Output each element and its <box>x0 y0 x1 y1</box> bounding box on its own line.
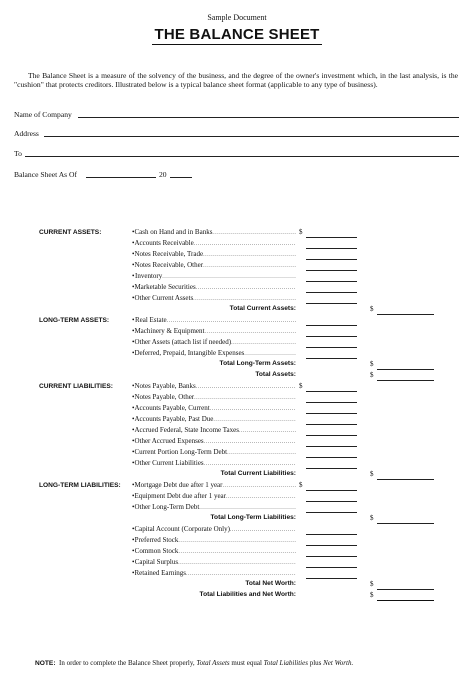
address-field[interactable] <box>44 136 459 137</box>
line-item <box>132 459 296 467</box>
line-item <box>132 404 296 412</box>
line-item <box>132 558 296 566</box>
total-label: Total Long-Term Assets: <box>219 360 296 367</box>
line-item-label: Notes Payable, Other <box>134 393 195 401</box>
bullet-icon: • <box>132 261 135 269</box>
intro-paragraph: The Balance Sheet is a measure of the solvency of the business, and the degree of the owner's investment which, in the last analysis, is the "cushion" that protects creditors. Illustrated below is a typical balance sheet format (applicable to any type of business). <box>14 71 458 90</box>
bullet-icon: • <box>132 382 135 390</box>
line-item <box>132 327 296 335</box>
section-heading: LONG-TERM LIABILITIES: <box>39 482 121 489</box>
amount-field[interactable] <box>306 325 357 326</box>
footer-note: NOTE: In order to complete the Balance Sheet properly, Total Assets must equal Total Liabilities plus Net Worth. <box>35 659 354 667</box>
currency-symbol: $ <box>299 382 303 390</box>
bullet-icon: • <box>132 536 135 544</box>
currency-symbol: $ <box>370 305 374 313</box>
leader-dots <box>223 483 297 489</box>
line-item <box>132 536 296 544</box>
line-item <box>132 426 296 434</box>
bullet-icon: • <box>132 316 135 324</box>
total-amount-field[interactable] <box>377 314 434 315</box>
amount-field[interactable] <box>306 347 357 348</box>
amount-field[interactable] <box>306 270 357 271</box>
line-item <box>132 228 296 236</box>
amount-field[interactable] <box>306 424 357 425</box>
line-item-label: Notes Receivable, Other <box>134 261 204 269</box>
leader-dots <box>194 395 296 401</box>
line-item-label: Mortgage Debt due after 1 year <box>134 481 223 489</box>
company-name-field[interactable] <box>78 117 459 118</box>
line-item-label: Marketable Securities <box>134 283 196 291</box>
sample-document-label: Sample Document <box>207 13 267 22</box>
bullet-icon: • <box>132 525 135 533</box>
line-item-label: Preferred Stock <box>134 536 179 544</box>
amount-field[interactable] <box>306 292 357 293</box>
line-item-label: Other Current Assets <box>134 294 194 302</box>
bullet-icon: • <box>132 228 135 236</box>
leader-dots <box>199 505 296 511</box>
leader-dots <box>186 571 296 577</box>
as-of-date-field[interactable] <box>86 177 156 178</box>
leader-dots <box>196 285 296 291</box>
line-item-label: Other Assets (attach list if needed) <box>134 338 232 346</box>
total-label: Total Assets: <box>255 371 296 378</box>
bullet-icon: • <box>132 393 135 401</box>
leader-dots <box>244 351 296 357</box>
leader-dots <box>178 549 296 555</box>
line-item <box>132 261 296 269</box>
leader-dots <box>203 263 296 269</box>
bullet-icon: • <box>132 404 135 412</box>
amount-field[interactable] <box>306 501 357 502</box>
leader-dots <box>204 439 296 445</box>
bullet-icon: • <box>132 492 135 500</box>
amount-field[interactable] <box>306 259 357 260</box>
currency-symbol: $ <box>370 580 374 588</box>
total-label: Total Net Worth: <box>245 580 296 587</box>
line-item <box>132 547 296 555</box>
amount-field[interactable] <box>306 248 357 249</box>
line-item <box>132 349 296 357</box>
bullet-icon: • <box>132 459 135 467</box>
year-field[interactable] <box>170 177 192 178</box>
line-item-label: Machinery & Equipment <box>134 327 205 335</box>
amount-field[interactable] <box>306 435 357 436</box>
total-amount-field[interactable] <box>377 380 434 381</box>
bullet-icon: • <box>132 448 135 456</box>
leader-dots <box>203 252 296 258</box>
amount-field[interactable] <box>306 391 357 392</box>
total-amount-field[interactable] <box>377 600 434 601</box>
as-of-label: Balance Sheet As Of <box>14 170 78 179</box>
currency-symbol: $ <box>299 228 303 236</box>
line-item <box>132 239 296 247</box>
leader-dots <box>213 417 296 423</box>
bullet-icon: • <box>132 503 135 511</box>
amount-field[interactable] <box>306 413 357 414</box>
total-amount-field[interactable] <box>377 523 434 524</box>
company-name-label: Name of Company <box>14 110 72 119</box>
line-item <box>132 250 296 258</box>
total-label: Total Current Assets: <box>229 305 296 312</box>
amount-field[interactable] <box>306 534 357 535</box>
bullet-icon: • <box>132 558 135 566</box>
line-item <box>132 503 296 511</box>
address-label: Address <box>14 129 39 138</box>
leader-dots <box>178 538 296 544</box>
leader-dots <box>194 241 296 247</box>
leader-dots <box>204 329 296 335</box>
bullet-icon: • <box>132 349 135 357</box>
line-item <box>132 283 296 291</box>
amount-field[interactable] <box>306 303 357 304</box>
line-item-label: Capital Account (Corporate Only) <box>134 525 230 533</box>
leader-dots <box>226 494 296 500</box>
line-item <box>132 382 296 390</box>
currency-symbol: $ <box>370 514 374 522</box>
leader-dots <box>178 560 296 566</box>
leader-dots <box>204 461 296 467</box>
leader-dots <box>193 296 296 302</box>
line-item-label: Accounts Payable, Past Due <box>134 415 214 423</box>
currency-symbol: $ <box>370 360 374 368</box>
line-item <box>132 448 296 456</box>
amount-field[interactable] <box>306 578 357 579</box>
bullet-icon: • <box>132 327 135 335</box>
line-item-label: Retained Earnings <box>134 569 187 577</box>
currency-symbol: $ <box>299 481 303 489</box>
line-item-label: Accounts Payable, Current <box>134 404 210 412</box>
line-item-label: Notes Payable, Banks <box>134 382 196 390</box>
total-label: Total Liabilities and Net Worth: <box>199 591 296 598</box>
bullet-icon: • <box>132 547 135 555</box>
line-item <box>132 393 296 401</box>
bullet-icon: • <box>132 250 135 258</box>
leader-dots <box>167 318 296 324</box>
line-item-label: Other Accrued Expenses <box>134 437 204 445</box>
currency-symbol: $ <box>370 591 374 599</box>
line-item-label: Notes Receivable, Trade <box>134 250 204 258</box>
bullet-icon: • <box>132 283 135 291</box>
line-item <box>132 525 296 533</box>
leader-dots <box>212 230 296 236</box>
currency-symbol: $ <box>370 371 374 379</box>
section-heading: CURRENT LIABILITIES: <box>39 383 113 390</box>
amount-field[interactable] <box>306 567 357 568</box>
bullet-icon: • <box>132 481 135 489</box>
bullet-icon: • <box>132 294 135 302</box>
line-item-label: Cash on Hand and in Banks <box>134 228 213 236</box>
leader-dots <box>227 450 296 456</box>
total-label: Total Current Liabilities: <box>220 470 296 477</box>
line-item-label: Current Portion Long-Term Debt <box>134 448 228 456</box>
amount-field[interactable] <box>306 446 357 447</box>
to-field[interactable] <box>25 156 459 157</box>
bullet-icon: • <box>132 338 135 346</box>
leader-dots <box>162 274 296 280</box>
line-item <box>132 437 296 445</box>
bullet-icon: • <box>132 437 135 445</box>
total-amount-field[interactable] <box>377 479 434 480</box>
total-amount-field[interactable] <box>377 369 434 370</box>
line-item-label: Other Current Liabilities <box>134 459 204 467</box>
bullet-icon: • <box>132 239 135 247</box>
amount-field[interactable] <box>306 512 357 513</box>
leader-dots <box>231 340 296 346</box>
leader-dots <box>239 428 296 434</box>
amount-field[interactable] <box>306 237 357 238</box>
leader-dots <box>196 384 296 390</box>
line-item <box>132 481 296 489</box>
note-label: NOTE: <box>35 660 56 667</box>
amount-field[interactable] <box>306 281 357 282</box>
amount-field[interactable] <box>306 468 357 469</box>
amount-field[interactable] <box>306 545 357 546</box>
line-item-label: Inventory <box>135 272 163 280</box>
line-item-label: Other Long-Term Debt <box>134 503 200 511</box>
amount-field[interactable] <box>306 402 357 403</box>
line-item <box>132 294 296 302</box>
line-item-label: Equipment Debt due after 1 year <box>134 492 226 500</box>
line-item <box>132 316 296 324</box>
section-heading: CURRENT ASSETS: <box>39 229 102 236</box>
bullet-icon: • <box>132 415 135 423</box>
year-prefix: 20 <box>159 170 167 179</box>
line-item <box>132 492 296 500</box>
bullet-icon: • <box>132 569 135 577</box>
section-heading: LONG-TERM ASSETS: <box>39 317 110 324</box>
line-item-label: Capital Surplus <box>134 558 179 566</box>
amount-field[interactable] <box>306 490 357 491</box>
line-item <box>132 338 296 346</box>
total-label: Total Long-Term Liabilities: <box>210 514 296 521</box>
line-item-label: Deferred, Prepaid, Intangible Expenses <box>134 349 245 357</box>
leader-dots <box>230 527 296 533</box>
line-item <box>132 569 296 577</box>
to-label: To <box>14 149 22 158</box>
leader-dots <box>210 406 296 412</box>
document-title: THE BALANCE SHEET <box>154 26 320 43</box>
line-item <box>132 272 296 280</box>
bullet-icon: • <box>132 426 135 434</box>
line-item-label: Common Stock <box>134 547 179 555</box>
currency-symbol: $ <box>370 470 374 478</box>
line-item <box>132 415 296 423</box>
amount-field[interactable] <box>306 457 357 458</box>
line-item-label: Accrued Federal, State Income Taxes <box>134 426 239 434</box>
amount-field[interactable] <box>306 358 357 359</box>
line-item-label: Accounts Receivable <box>134 239 194 247</box>
line-item-label: Real Estate <box>134 316 167 324</box>
bullet-icon: • <box>132 272 135 280</box>
total-amount-field[interactable] <box>377 589 434 590</box>
amount-field[interactable] <box>306 336 357 337</box>
amount-field[interactable] <box>306 556 357 557</box>
